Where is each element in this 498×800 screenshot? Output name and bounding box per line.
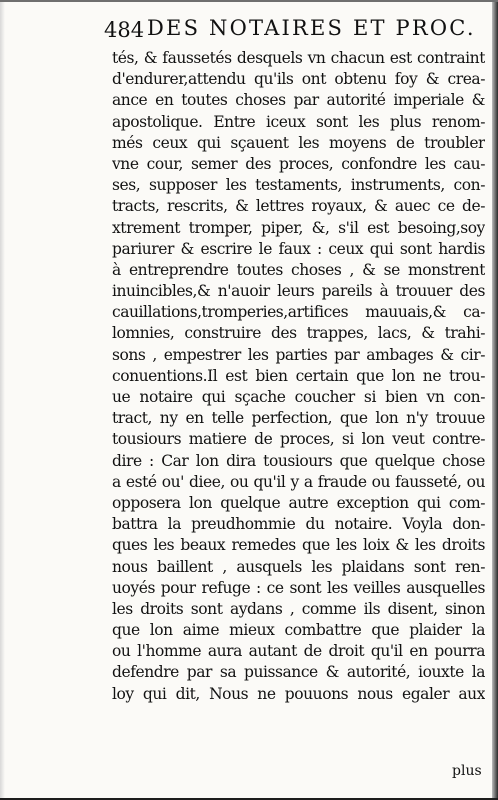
- text-line: d'endurer,attendu qu'ils ont obtenu foy & crea-: [112, 70, 485, 89]
- text-line: à entreprendre toutes choses , & se monstrent: [112, 260, 485, 279]
- running-title: DES NOTAIRES ET PROC.: [147, 16, 476, 40]
- text-line: tracts, rescrits, & lettres royaux, & auec ce de-: [112, 197, 485, 216]
- text-line: loy qui dit, Nous ne pouuons nous egaler aux: [112, 684, 485, 703]
- text-line: lomnies, construire des trappes, lacs, & trahi-: [112, 324, 485, 343]
- text-line: conuentions.Il est bien certain que lon ne trou-: [112, 366, 485, 385]
- text-line: sons , empestrer les parties par ambages & cir-: [112, 345, 485, 364]
- text-line: que lon aime mieux combattre que plaider la: [112, 621, 485, 640]
- text-line: inuincibles,& n'auoir leurs pareils à trouuer des: [112, 282, 485, 301]
- catchword: plus: [452, 763, 482, 779]
- body-text: [112, 48, 485, 705]
- text-line: ue notaire qui sçache coucher si bien vn con-: [112, 388, 485, 406]
- text-line: ance en toutes choses par autorité imperiale &: [112, 91, 485, 110]
- text-line: cauillations,tromperies,artifices mauuais,& ca-: [112, 303, 485, 322]
- text-line: opposera lon quelque autre exception qui com-: [112, 493, 485, 512]
- text-line: nous baillent , ausquels les plaidans sont ren-: [112, 557, 485, 576]
- text-line: tousiours matiere de proces, si lon veut contre-: [112, 430, 485, 449]
- text-line: les droits sont aydans , comme ils disent, sinon: [112, 599, 485, 618]
- text-line: apostolique. Entre iceux sont les plus renom-: [112, 112, 485, 131]
- page-header: [104, 16, 486, 48]
- text-line: battra la preudhommie du notaire. Voyla don-: [112, 515, 485, 534]
- text-line: ques les beaux remedes que les loix & les droits: [112, 536, 485, 555]
- text-line: vne cour, semer des proces, confondre les cau-: [112, 154, 485, 173]
- text-line: pariurer & escrire le faux : ceux qui sont hardis: [112, 239, 485, 258]
- text-line: tés, & faussetés desquels vn chacun est contraint: [112, 49, 485, 67]
- page-gutter-shadow: [0, 0, 5, 800]
- text-line: ses, supposer les testaments, instruments, con-: [112, 176, 485, 195]
- text-line: uoyés pour refuge : ce sont les veilles ausquelles: [112, 578, 485, 597]
- text-line: més ceux qui sçauent les moyens de troubler: [112, 133, 485, 152]
- text-line: defendre par sa puissance & autorité, iouxte la: [112, 663, 485, 682]
- text-line: xtrement tromper, piper, &, s'il est besoing,soy: [112, 218, 485, 237]
- page-number: 484: [104, 18, 145, 42]
- page-edge: [492, 0, 498, 800]
- text-line: dire : Car lon dira tousiours que quelque chose: [112, 451, 485, 470]
- text-line: a esté ou' diee, ou qu'il y a fraude ou fausseté, ou: [112, 472, 485, 491]
- text-line: ou l'homme aura autant de droit qu'il en pourra: [112, 642, 485, 661]
- text-line: tract, ny en telle perfection, que lon n'y trouue: [112, 409, 485, 428]
